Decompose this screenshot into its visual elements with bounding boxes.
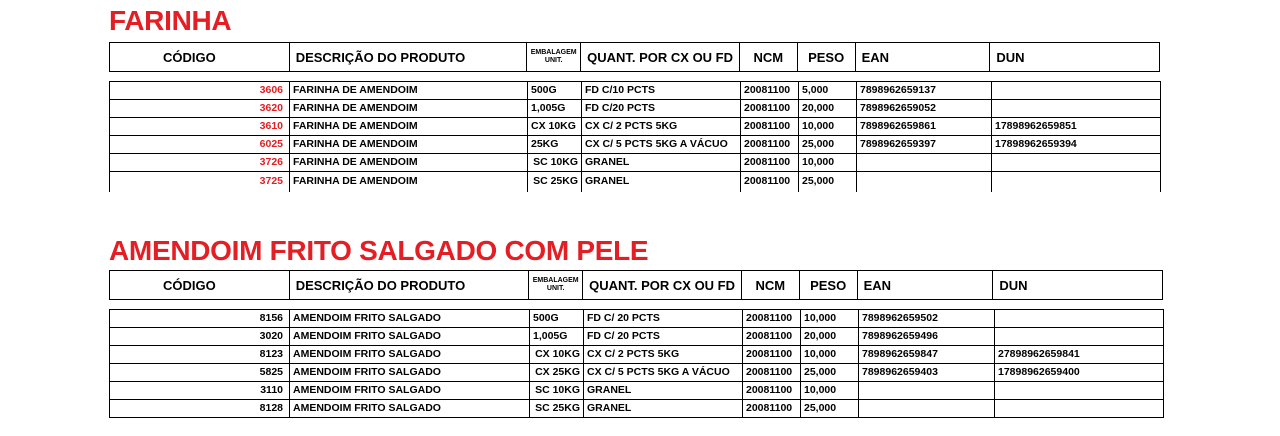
cell-peso: 5,000 (799, 82, 857, 100)
cell-descricao: AMENDOIM FRITO SALGADO (290, 400, 530, 418)
cell-codigo: 3610 (110, 118, 290, 136)
table-header (109, 42, 1160, 72)
cell-ncm: 20081100 (743, 364, 801, 382)
cell-embalagem: SC 25KG (528, 172, 582, 192)
cell-dun (995, 400, 1164, 418)
cell-dun: 17898962659851 (992, 118, 1161, 136)
header-embalagem-line2: UNIT. (544, 57, 563, 64)
header-ncm: NCM (740, 43, 798, 71)
cell-embalagem: SC 10KG (530, 382, 584, 400)
cell-ean: 7898962659861 (857, 118, 992, 136)
cell-dun (995, 328, 1164, 346)
cell-peso: 25,000 (799, 136, 857, 154)
table-row (110, 172, 1161, 192)
cell-embalagem: 1,005G (530, 328, 584, 346)
cell-embalagem: SC 25KG (530, 400, 584, 418)
cell-ncm: 20081100 (743, 382, 801, 400)
cell-ncm: 20081100 (743, 310, 801, 328)
cell-peso: 10,000 (801, 310, 859, 328)
header-embalagem (529, 271, 583, 299)
cell-dun (995, 310, 1164, 328)
cell-codigo: 3725 (110, 172, 290, 192)
cell-ean: 7898962659502 (859, 310, 995, 328)
cell-ean (857, 154, 992, 172)
header-codigo: CÓDIGO (110, 43, 290, 71)
cell-codigo: 3606 (110, 82, 290, 100)
cell-ean: 7898962659403 (859, 364, 995, 382)
cell-ean (859, 382, 995, 400)
cell-quant: GRANEL (584, 400, 743, 418)
table-row (110, 382, 1164, 400)
cell-descricao: AMENDOIM FRITO SALGADO (290, 310, 530, 328)
cell-peso: 10,000 (801, 382, 859, 400)
table-row (110, 328, 1164, 346)
cell-descricao: FARINHA DE AMENDOIM (290, 100, 528, 118)
cell-dun: 17898962659400 (995, 364, 1164, 382)
cell-codigo: 3726 (110, 154, 290, 172)
cell-embalagem: SC 10KG (528, 154, 582, 172)
header-quant: QUANT. POR CX OU FD (581, 43, 740, 71)
cell-ncm: 20081100 (741, 172, 799, 192)
cell-dun (995, 382, 1164, 400)
cell-ean: 7898962659397 (857, 136, 992, 154)
section-title: AMENDOIM FRITO SALGADO COM PELE (109, 235, 649, 266)
cell-dun (992, 82, 1161, 100)
cell-ncm: 20081100 (741, 82, 799, 100)
cell-dun (992, 100, 1161, 118)
cell-ncm: 20081100 (743, 328, 801, 346)
cell-ncm: 20081100 (743, 346, 801, 364)
product-table (109, 309, 1164, 418)
table-header (109, 270, 1163, 300)
cell-ncm: 20081100 (741, 100, 799, 118)
cell-ean: 7898962659496 (859, 328, 995, 346)
header-dun: DUN (999, 277, 1028, 293)
cell-ean (857, 172, 992, 192)
cell-dun (992, 172, 1161, 192)
cell-ncm: 20081100 (741, 154, 799, 172)
cell-quant: GRANEL (584, 382, 743, 400)
cell-descricao: AMENDOIM FRITO SALGADO (290, 328, 530, 346)
cell-ncm: 20081100 (743, 400, 801, 418)
section-title: FARINHA (109, 5, 232, 36)
cell-codigo: 3620 (110, 100, 290, 118)
cell-embalagem: 500G (528, 82, 582, 100)
cell-peso: 20,000 (799, 100, 857, 118)
cell-quant: GRANEL (582, 154, 741, 172)
header-ncm: NCM (742, 271, 800, 299)
cell-dun (992, 154, 1161, 172)
table-row (110, 154, 1161, 172)
cell-codigo: 8123 (110, 346, 290, 364)
cell-peso: 10,000 (801, 346, 859, 364)
header-embalagem-line1: EMBALAGEM (530, 49, 577, 56)
header-ean: EAN (856, 43, 991, 71)
header-codigo: CÓDIGO (110, 271, 290, 299)
cell-descricao: FARINHA DE AMENDOIM (290, 82, 528, 100)
cell-peso: 25,000 (801, 364, 859, 382)
cell-descricao: AMENDOIM FRITO SALGADO (290, 382, 530, 400)
cell-codigo: 8156 (110, 310, 290, 328)
cell-descricao: FARINHA DE AMENDOIM (290, 118, 528, 136)
cell-ean (859, 400, 995, 418)
cell-embalagem: 25KG (528, 136, 582, 154)
cell-descricao: AMENDOIM FRITO SALGADO (290, 364, 530, 382)
header-embalagem (527, 43, 581, 71)
table-row (110, 364, 1164, 382)
cell-peso: 20,000 (801, 328, 859, 346)
cell-dun: 17898962659394 (992, 136, 1161, 154)
cell-ncm: 20081100 (741, 118, 799, 136)
cell-peso: 25,000 (799, 172, 857, 192)
cell-descricao: FARINHA DE AMENDOIM (290, 136, 528, 154)
table-row (110, 136, 1161, 154)
product-table (109, 81, 1161, 192)
table-row (110, 346, 1164, 364)
cell-quant: CX C/ 2 PCTS 5KG (582, 118, 741, 136)
cell-quant: CX C/ 5 PCTS 5KG A VÁCUO (584, 364, 743, 382)
header-ean: EAN (858, 271, 994, 299)
cell-embalagem: CX 10KG (528, 118, 582, 136)
cell-ean: 7898962659847 (859, 346, 995, 364)
cell-quant: FD C/20 PCTS (582, 100, 741, 118)
cell-codigo: 3020 (110, 328, 290, 346)
cell-ean: 7898962659137 (857, 82, 992, 100)
cell-embalagem: 1,005G (528, 100, 582, 118)
cell-codigo: 3110 (110, 382, 290, 400)
table-row (110, 82, 1161, 100)
cell-codigo: 5825 (110, 364, 290, 382)
table-row (110, 118, 1161, 136)
header-peso: PESO (798, 43, 856, 71)
table-row (110, 310, 1164, 328)
cell-descricao: FARINHA DE AMENDOIM (290, 154, 528, 172)
cell-quant: FD C/10 PCTS (582, 82, 741, 100)
table-row (110, 100, 1161, 118)
cell-codigo: 6025 (110, 136, 290, 154)
cell-embalagem: CX 10KG (530, 346, 584, 364)
cell-peso: 25,000 (801, 400, 859, 418)
cell-dun: 27898962659841 (995, 346, 1164, 364)
cell-quant: GRANEL (582, 172, 741, 192)
cell-descricao: AMENDOIM FRITO SALGADO (290, 346, 530, 364)
cell-quant: CX C/ 2 PCTS 5KG (584, 346, 743, 364)
cell-quant: FD C/ 20 PCTS (584, 310, 743, 328)
header-peso: PESO (800, 271, 858, 299)
cell-embalagem: CX 25KG (530, 364, 584, 382)
header-quant: QUANT. POR CX OU FD (583, 271, 742, 299)
cell-peso: 10,000 (799, 154, 857, 172)
cell-descricao: FARINHA DE AMENDOIM (290, 172, 528, 192)
cell-peso: 10,000 (799, 118, 857, 136)
cell-ean: 7898962659052 (857, 100, 992, 118)
cell-quant: FD C/ 20 PCTS (584, 328, 743, 346)
cell-codigo: 8128 (110, 400, 290, 418)
header-embalagem-line2: UNIT. (546, 285, 565, 292)
table-row (110, 400, 1164, 418)
cell-ncm: 20081100 (741, 136, 799, 154)
cell-quant: CX C/ 5 PCTS 5KG A VÁCUO (582, 136, 741, 154)
cell-embalagem: 500G (530, 310, 584, 328)
header-embalagem-line1: EMBALAGEM (532, 277, 579, 284)
header-dun: DUN (996, 49, 1025, 65)
header-descricao: DESCRIÇÃO DO PRODUTO (290, 43, 528, 71)
header-descricao: DESCRIÇÃO DO PRODUTO (290, 271, 530, 299)
